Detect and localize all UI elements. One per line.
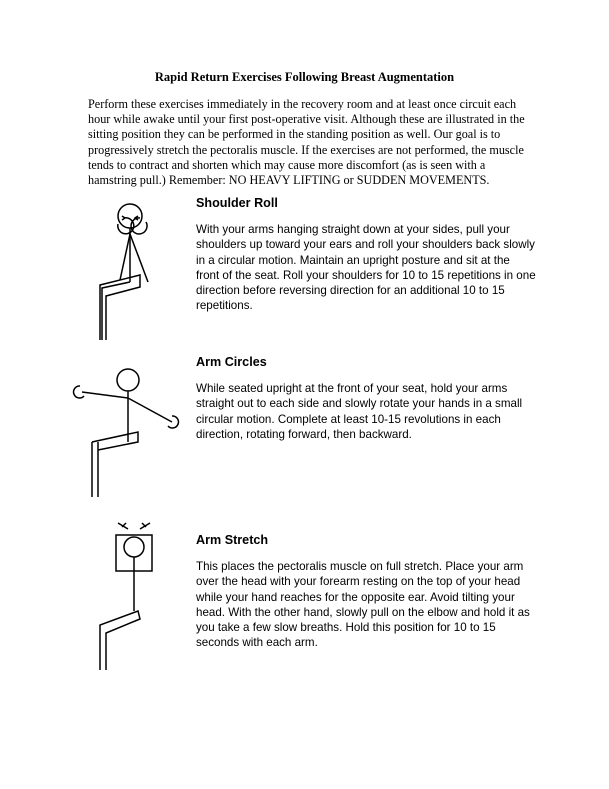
- exercise-description: While seated upright at the front of your seat, hold your arms straight out to each side and slowly rotate your hands in a small circular motion. Complete at least 10-15 revolutions in each direction, rotating forward, then backward.: [196, 382, 523, 441]
- intro-paragraph: Perform these exercises immediately in the recovery room and at least once circuit each hour while awake until your first post-operative visit. Although these are illustrated in the sitting position they can be performed in the standing position as well. Our goal is to progressively stretch the pectoralis muscle. If the exercises are not performed, the muscle tends to contract and shorten which may cause more discomfort (as is seen with a hamstring pull.) Remember: NO HEAVY LIFTING or SUDDEN MOVEMENTS.: [88, 97, 525, 188]
- exercise-arm-stretch: [196, 533, 536, 651]
- shoulder-roll-figure: [90, 200, 170, 350]
- exercise-arm-circles: [196, 355, 536, 442]
- document-title: Rapid Return Exercises Following Breast Augmentation: [154, 70, 455, 84]
- exercise-heading: Arm Stretch: [196, 533, 269, 547]
- exercise-description: This places the pectoralis muscle on full stretch. Place your arm over the head with your forearm resting on the top of your head while your hand reaches for the opposite ear. Avoid tilting your head. With the other hand, slowly pull on the elbow and hold it as you take a few slow breaths. Hold this position for 10 to 15 seconds with each arm.: [196, 560, 530, 650]
- exercise-description: With your arms hanging straight down at your sides, pull your shoulders up toward your ears and roll your shoulders back slowly in a circular motion. Maintain an upright posture and sit at the front of the seat. Roll your shoulders for 10 to 15 repetitions in one direction before reversing direction for an additional 10 to 15 repetitions.: [196, 223, 536, 313]
- arm-circles-figure: [68, 362, 188, 502]
- exercise-heading: Shoulder Roll: [196, 196, 278, 210]
- exercise-heading: Arm Circles: [196, 355, 267, 369]
- arm-stretch-figure: [90, 515, 170, 675]
- exercise-shoulder-roll: [196, 196, 536, 314]
